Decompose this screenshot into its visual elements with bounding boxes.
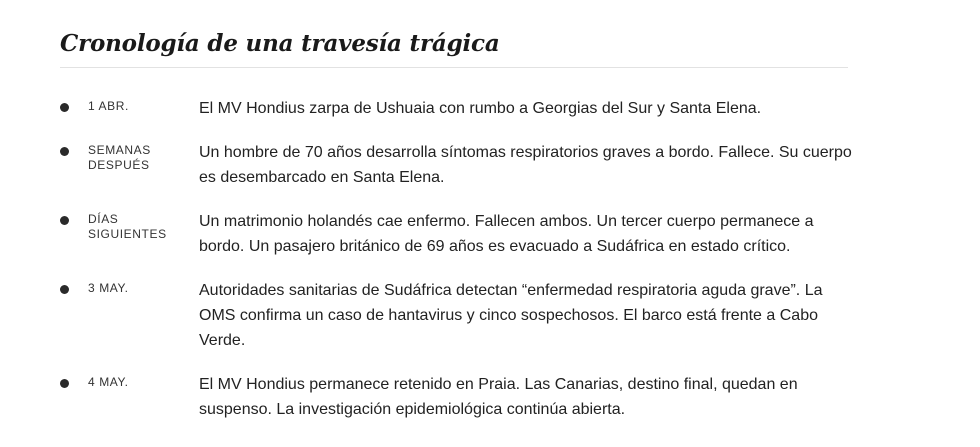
- timeline-list: [60, 96, 860, 422]
- timeline-entry: [60, 140, 860, 190]
- bullet-dot-icon: [60, 147, 69, 156]
- bullet-dot-icon: [60, 216, 69, 225]
- title-divider: [60, 67, 848, 68]
- entry-text: Un hombre de 70 años desarrolla síntomas respiratorios graves a bordo. Fallece. Su cuerpo es desembarcado en Santa Elena.: [199, 144, 852, 186]
- bullet-dot-icon: [60, 285, 69, 294]
- entry-text: El MV Hondius zarpa de Ushuaia con rumbo a Georgias del Sur y Santa Elena.: [199, 100, 762, 117]
- timeline-entry: [60, 209, 860, 259]
- entry-date: DÍAS SIGUIENTES: [88, 212, 167, 241]
- entry-text: Autoridades sanitarias de Sudáfrica detectan “enfermedad respiratoria aguda grave”. La OMS confirma un caso de hantavirus y cinco sospechosos. El barco está frente a Cabo Verde.: [199, 282, 823, 349]
- entry-date: 3 MAY.: [88, 281, 129, 295]
- entry-date: 4 MAY.: [88, 375, 129, 389]
- entry-text: El MV Hondius permanece retenido en Praia. Las Canarias, destino final, quedan en suspenso. La investigación epidemiológica continúa abierta.: [199, 376, 798, 418]
- page-title: Cronología de una travesía trágica: [60, 30, 500, 57]
- bullet-dot-icon: [60, 103, 69, 112]
- entry-date: 1 ABR.: [88, 99, 129, 113]
- timeline-entry: [60, 372, 860, 422]
- timeline-entry: [60, 278, 860, 353]
- timeline-entry: [60, 96, 860, 121]
- entry-text: Un matrimonio holandés cae enfermo. Fallecen ambos. Un tercer cuerpo permanece a bordo. Un pasajero británico de 69 años es evacuado a Sudáfrica en estado crítico.: [199, 213, 814, 255]
- entry-date: SEMANAS DESPUÉS: [88, 143, 151, 172]
- bullet-dot-icon: [60, 379, 69, 388]
